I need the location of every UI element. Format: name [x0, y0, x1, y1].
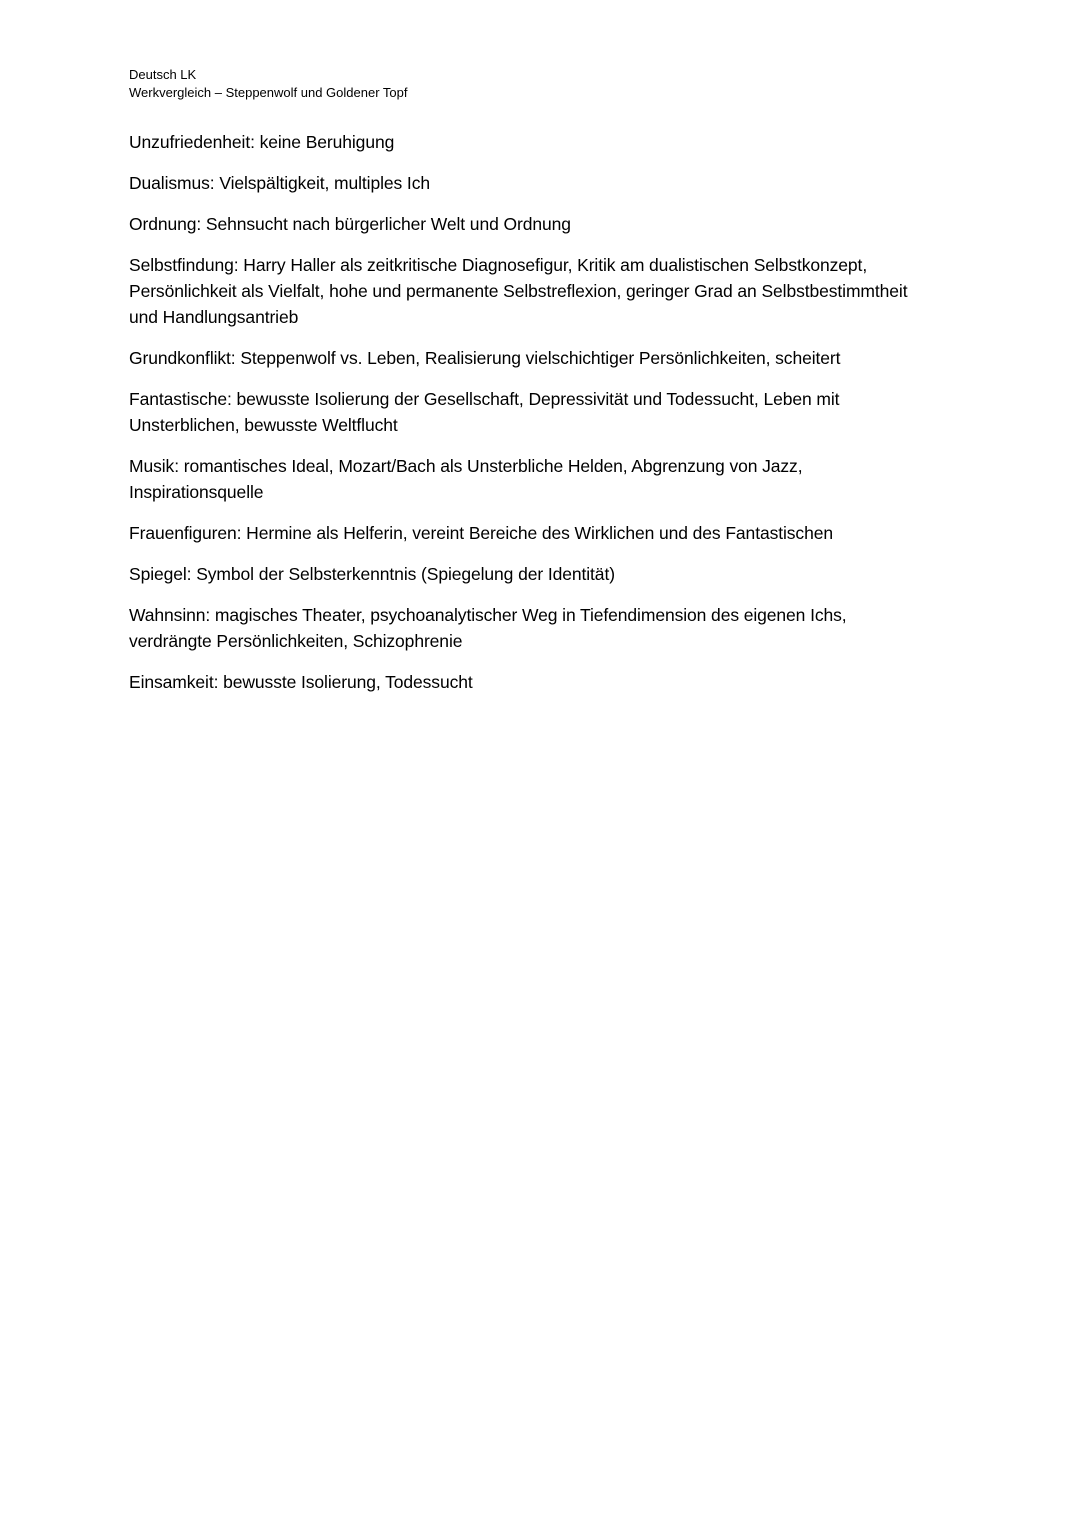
page-header [129, 66, 929, 102]
note-grundkonflikt: Grundkonflikt: Steppenwolf vs. Leben, Realisierung vielschichtiger Persönlichkeiten, scheitert [129, 348, 841, 368]
note-wahnsinn: Wahnsinn: magisches Theater, psychoanalytischer Weg in Tiefendimension des eigenen Ichs, verdrängte Persönlichkeiten, Schizophrenie [129, 605, 847, 651]
note-selbstfindung: Selbstfindung: Harry Haller als zeitkritische Diagnosefigur, Kritik am dualistischen Selbstkonzept, Persönlichkeit als Vielfalt, hohe und permanente Selbstreflexion, geringer Grad an Selbstbestimmtheit und Handlungsantrieb [129, 255, 908, 327]
note-frauenfiguren: Frauenfiguren: Hermine als Helferin, vereint Bereiche des Wirklichen und des Fantastischen [129, 523, 833, 543]
note-musik: Musik: romantisches Ideal, Mozart/Bach als Unsterbliche Helden, Abgrenzung von Jazz, Inspirationsquelle [129, 456, 803, 502]
notes-list [129, 129, 929, 710]
course-title: Deutsch LK [129, 67, 197, 82]
note-ordnung: Ordnung: Sehnsucht nach bürgerlicher Welt und Ordnung [129, 214, 571, 234]
note-einsamkeit: Einsamkeit: bewusste Isolierung, Todessucht [129, 672, 473, 692]
note-fantastische: Fantastische: bewusste Isolierung der Gesellschaft, Depressivität und Todessucht, Leben mit Unsterblichen, bewusste Weltflucht [129, 389, 840, 435]
document-subtitle: Werkvergleich – Steppenwolf und Goldener Topf [129, 85, 408, 100]
note-dualismus: Dualismus: Vielspältigkeit, multiples Ich [129, 173, 430, 193]
note-unzufriedenheit: Unzufriedenheit: keine Beruhigung [129, 132, 395, 152]
note-spiegel: Spiegel: Symbol der Selbsterkenntnis (Spiegelung der Identität) [129, 564, 615, 584]
